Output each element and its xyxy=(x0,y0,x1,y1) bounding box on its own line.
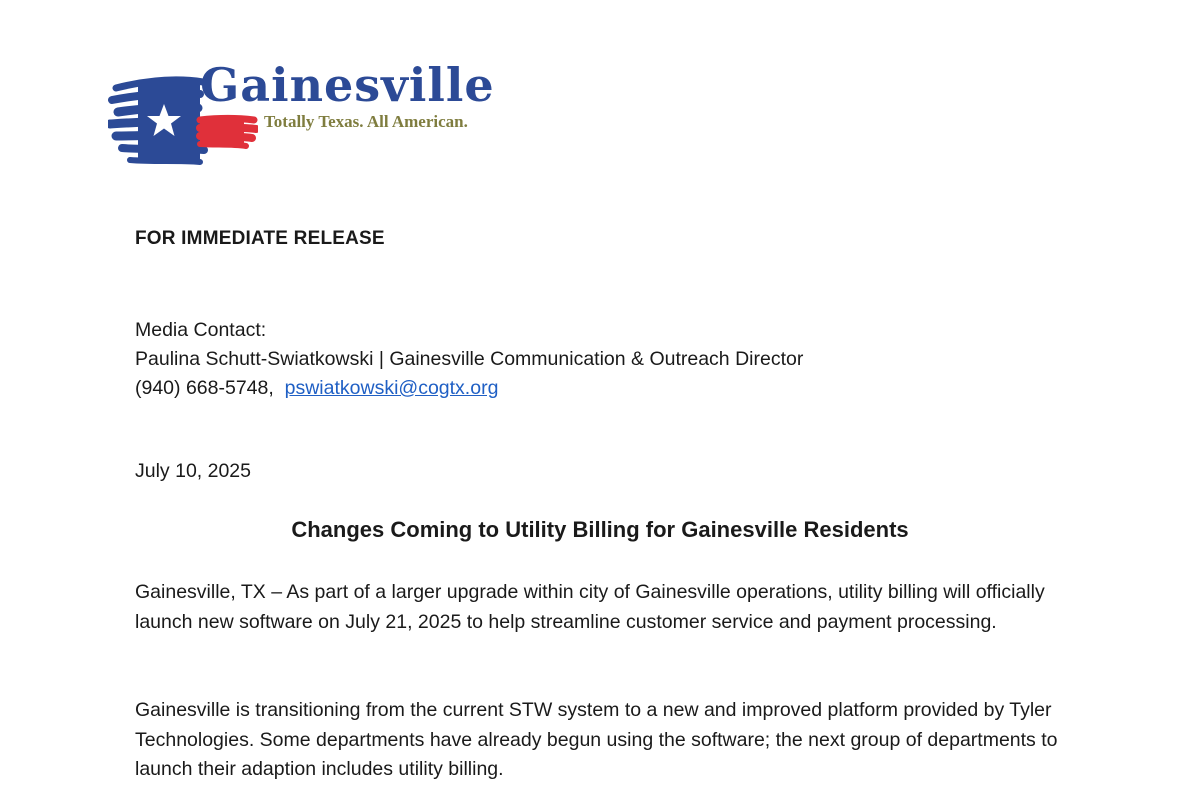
contact-person: Paulina Schutt-Swiatkowski | Gainesville Communication & Outreach Director xyxy=(135,348,804,370)
contact-heading: Media Contact: xyxy=(135,319,267,341)
city-logo xyxy=(108,58,528,174)
body-paragraph: Gainesville, TX – As part of a larger upgrade within city of Gainesville operations, utility billing will officially launch new software on July 21, 2025 to help streamline customer service and payment processing. xyxy=(135,581,1045,633)
media-contact-block xyxy=(135,316,803,403)
contact-phone: (940) 668-5748, xyxy=(135,377,274,399)
contact-phone-email-line xyxy=(135,374,803,403)
headline: Changes Coming to Utility Billing for Gainesville Residents xyxy=(291,517,909,542)
body-paragraph: Gainesville is transitioning from the current STW system to a new and improved platform provided by Tyler Technologies. Some departments have already begun using the software; the next group of departments to launch their adaption includes utility billing. xyxy=(135,699,1058,780)
release-date: July 10, 2025 xyxy=(135,460,252,482)
release-label: FOR IMMEDIATE RELEASE xyxy=(135,228,385,249)
logo-name: Gainesville xyxy=(200,58,495,112)
contact-email-link[interactable]: pswiatkowski@cogtx.org xyxy=(284,377,499,399)
logo-tagline: Totally Texas. All American. xyxy=(264,112,468,131)
